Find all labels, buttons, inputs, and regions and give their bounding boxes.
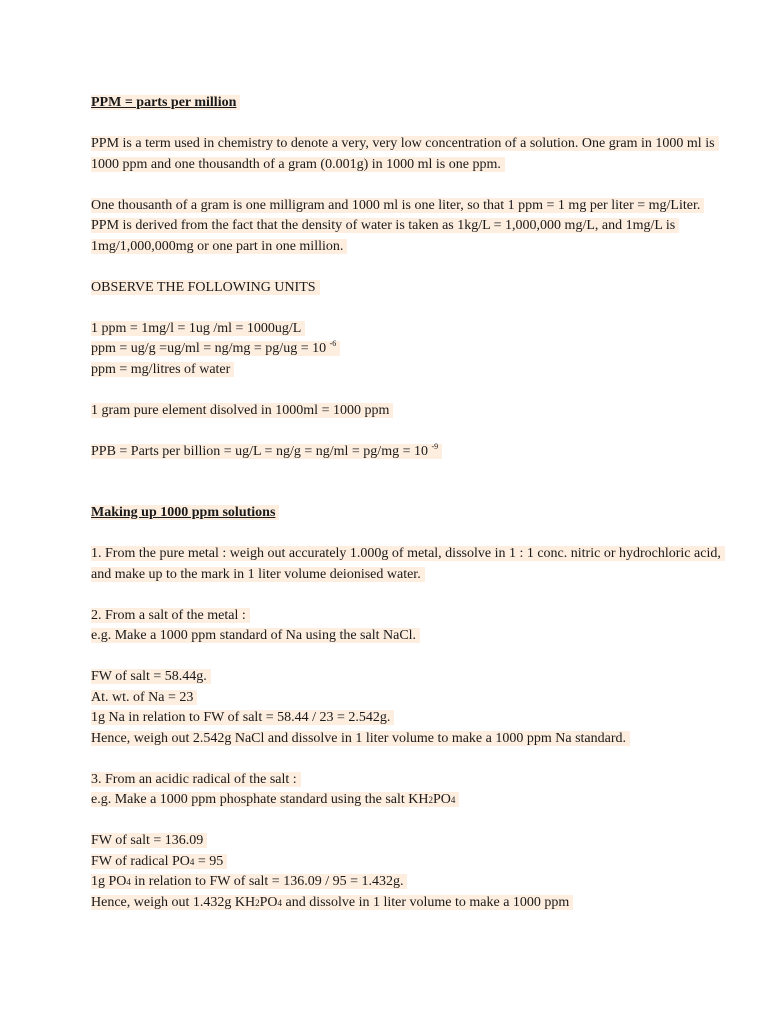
dissolved-line: 1 gram pure element disolved in 1000ml = 1000 ppm <box>91 401 728 422</box>
density-paragraph: PPM is derived from the fact that the density of water is taken as 1kg/L = 1,000,000 mg/L, and 1mg/L is 1mg/1,000,000mg or one part in one million. <box>91 216 728 257</box>
step3-hence: Hence, weigh out 1.432g KH2PO4 and dissolve in 1 liter volume to make a 1000 ppm <box>91 893 728 914</box>
step3-example: e.g. Make a 1000 ppm phosphate standard using the salt KH2PO4 <box>91 790 728 811</box>
intro-paragraph: PPM is a term used in chemistry to denote a very, very low concentration of a solution. One gram in 1000 ml is 1000 ppm and one thousandth of a gram (0.001g) in 1000 ml is one ppm. <box>91 134 728 175</box>
ppb-exponent: -9 <box>431 441 439 451</box>
units-line-1: 1 ppm = 1mg/l = 1ug /ml = 1000ug/L <box>91 319 728 340</box>
milligram-paragraph: One thousanth of a gram is one milligram and 1000 ml is one liter, so that 1 ppm = 1 mg per liter = mg/Liter. <box>91 196 728 217</box>
observe-heading: OBSERVE THE FOLLOWING UNITS <box>91 278 728 299</box>
units-line-3: ppm = mg/litres of water <box>91 360 728 381</box>
step3-relation: 1g PO4 in relation to FW of salt = 136.09 / 95 = 1.432g. <box>91 872 728 893</box>
units-exponent: -6 <box>329 339 337 348</box>
ppm-heading: PPM = parts per million <box>91 93 728 114</box>
units-line-2: ppm = ug/g =ug/ml = ng/mg = pg/ug = 10 $^{-6}$ <box>91 339 728 360</box>
step2-hence: Hence, weigh out 2.542g NaCl and dissolve in 1 liter volume to make a 1000 ppm Na standard. <box>91 729 728 750</box>
step1-paragraph: 1. From the pure metal : weigh out accurately 1.000g of metal, dissolve in 1 : 1 conc. nitric or hydrochloric acid, and make up to the mark in 1 liter volume deionised water. <box>91 544 728 585</box>
making-heading: Making up 1000 ppm solutions <box>91 503 728 524</box>
step2-example: e.g. Make a 1000 ppm standard of Na using the salt NaCl. <box>91 626 728 647</box>
step3-fw-salt: FW of salt = 136.09 <box>91 831 728 852</box>
step2-relation: 1g Na in relation to FW of salt = 58.44 / 23 = 2.542g. <box>91 708 728 729</box>
step2-at-wt: At. wt. of Na = 23 <box>91 688 728 709</box>
step3-title: 3. From an acidic radical of the salt : <box>91 770 728 791</box>
step2-fw-salt: FW of salt = 58.44g. <box>91 667 728 688</box>
step3-fw-radical: FW of radical PO4 = 95 <box>91 852 728 873</box>
step2-title: 2. From a salt of the metal : <box>91 606 728 627</box>
ppb-line: PPB = Parts per billion = ug/L = ng/g = ng/ml = pg/mg = 10 $^{-9}$ <box>91 442 728 463</box>
